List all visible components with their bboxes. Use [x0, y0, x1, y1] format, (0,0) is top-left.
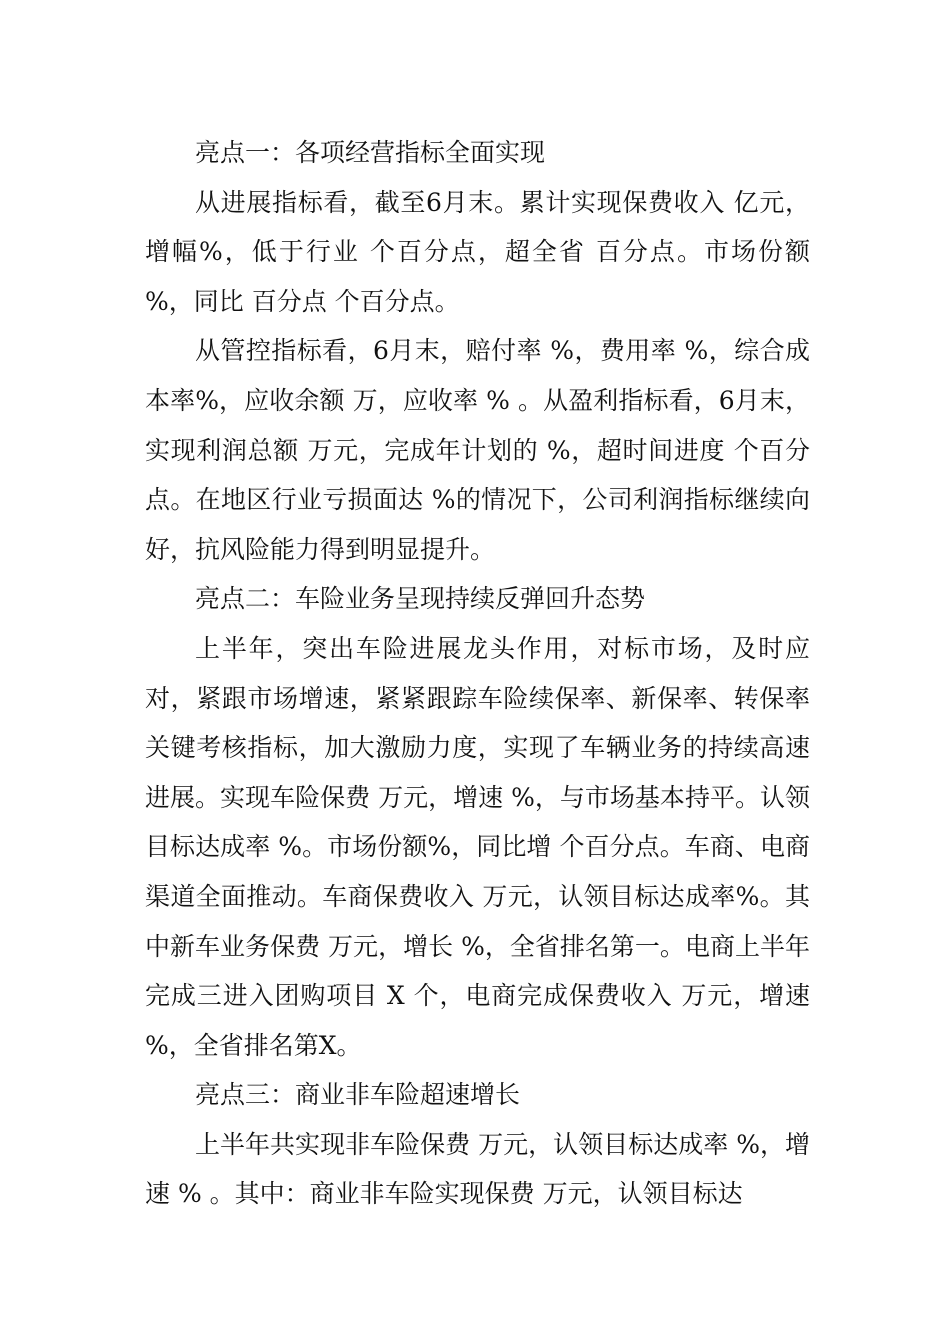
paragraph-control-indicators: 从管控指标看，6月末，赔付率 %，费用率 %，综合成本率%，应收余额 万，应收率 % 。从盈利指标看，6月末，实现利润总额 万元，完成年计划的 %，超时间进度 个百分点。在地区行业亏损面达 %的情况下，公司利润指标继续向好，抗风险能力得到明显提升。: [145, 336, 810, 564]
section-heading-3: 亮点三：商业非车险超速增长: [195, 1080, 521, 1110]
paragraph-auto-insurance: 上半年，突出车险进展龙头作用，对标市场，及时应对，紧跟市场增速，紧紧跟踪车险续保率、新保率、转保率关键考核指标，加大激励力度，实现了车辆业务的持续高速进展。实现车险保费 万元，增速 %，与市场基本持平。认领目标达成率 %。市场份额%，同比增 个百分点。车商、电商渠道全面推动。车商保费收入 万元，认领目标达成率%。其中新车业务保费 万元，增长 %，全省排名第一。电商上半年完成三进入团购项目 X 个，电商完成保费收入 万元，增速 %，全省排名第X。: [145, 633, 810, 1060]
document-body: [145, 128, 810, 1219]
section-heading-1: 亮点一：各项经营指标全面实现: [195, 138, 546, 167]
paragraph-non-auto-insurance: 上半年共实现非车险保费 万元，认领目标达成率 %，增速 % 。其中：商业非车险实现保费 万元，认领目标达: [145, 1129, 810, 1209]
section-heading-2: 亮点二：车险业务呈现持续反弹回升态势: [195, 584, 646, 614]
paragraph-progress-indicators: 从进展指标看，截至6月末。累计实现保费收入 亿元，增幅%，低于行业 个百分点，超全省 百分点。市场份额 %，同比 百分点 个百分点。: [145, 187, 810, 316]
